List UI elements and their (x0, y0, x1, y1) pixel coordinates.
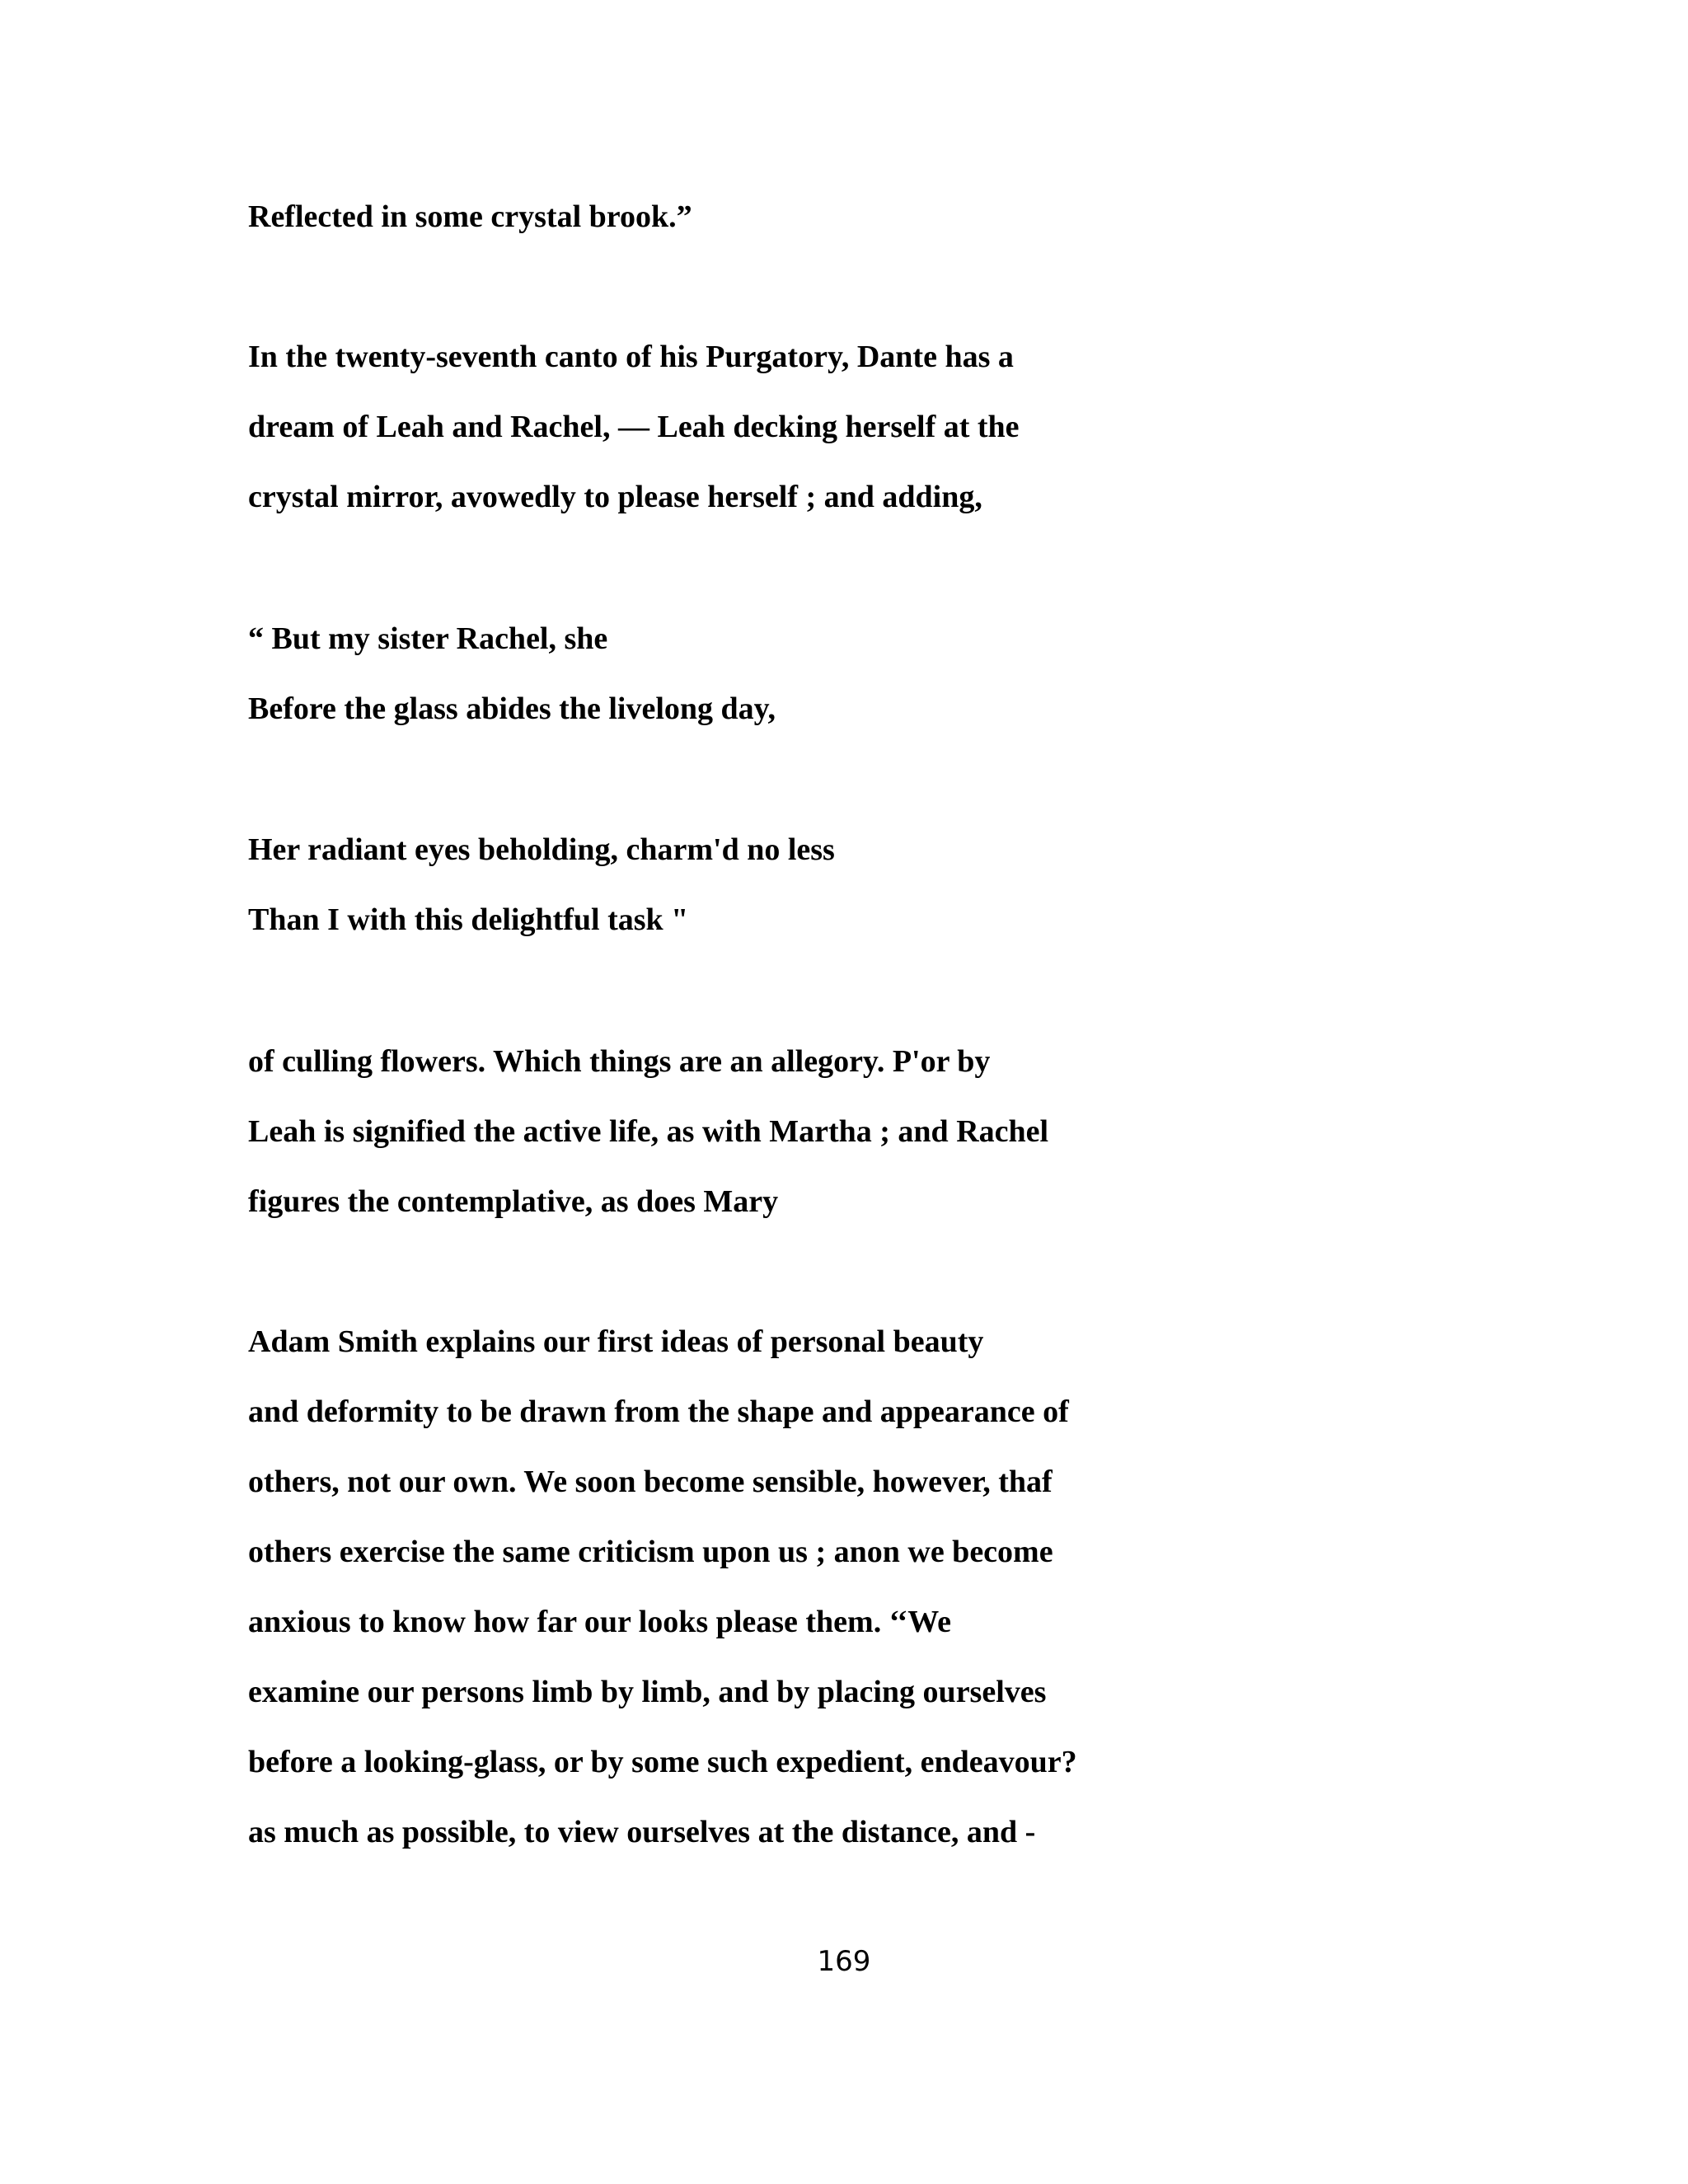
text-line: others exercise the same criticism upon us ; anon we become (248, 1535, 1053, 1569)
page-number: 169 (817, 1945, 871, 1978)
text-line: Reflected in some crystal brook.” (248, 199, 692, 234)
poem-line: “ But my sister Rachel, she (248, 621, 608, 656)
poem-line: Her radiant eyes beholding, charm'd no less (248, 832, 835, 867)
text-line: Adam Smith explains our first ideas of personal beauty (248, 1324, 984, 1359)
text-line: Leah is signified the active life, as with Martha ; and Rachel (248, 1114, 1049, 1149)
text-line: and deformity to be drawn from the shape and appearance of (248, 1394, 1069, 1429)
text-line: crystal mirror, avowedly to please herself ; and adding, (248, 480, 982, 514)
text-line: anxious to know how far our looks please them. ‘‘We (248, 1605, 951, 1639)
text-line: before a looking-glass, or by some such expedient, endeavour? (248, 1745, 1077, 1779)
text-line: others, not our own. We soon become sensible, however, thaf (248, 1465, 1053, 1499)
text-line: as much as possible, to view ourselves at the distance, and - (248, 1815, 1036, 1849)
text-line: figures the contemplative, as does Mary (248, 1184, 779, 1219)
text-line: dream of Leah and Rachel, — Leah decking herself at the (248, 410, 1020, 444)
text-line: In the twenty-seventh canto of his Purgatory, Dante has a (248, 340, 1014, 374)
text-line: examine our persons limb by limb, and by placing ourselves (248, 1675, 1047, 1709)
text-line: of culling flowers. Which things are an allegory. P'or by (248, 1044, 991, 1079)
poem-line: Than I with this delightful task " (248, 902, 689, 937)
poem-line: Before the glass abides the livelong day, (248, 691, 776, 726)
